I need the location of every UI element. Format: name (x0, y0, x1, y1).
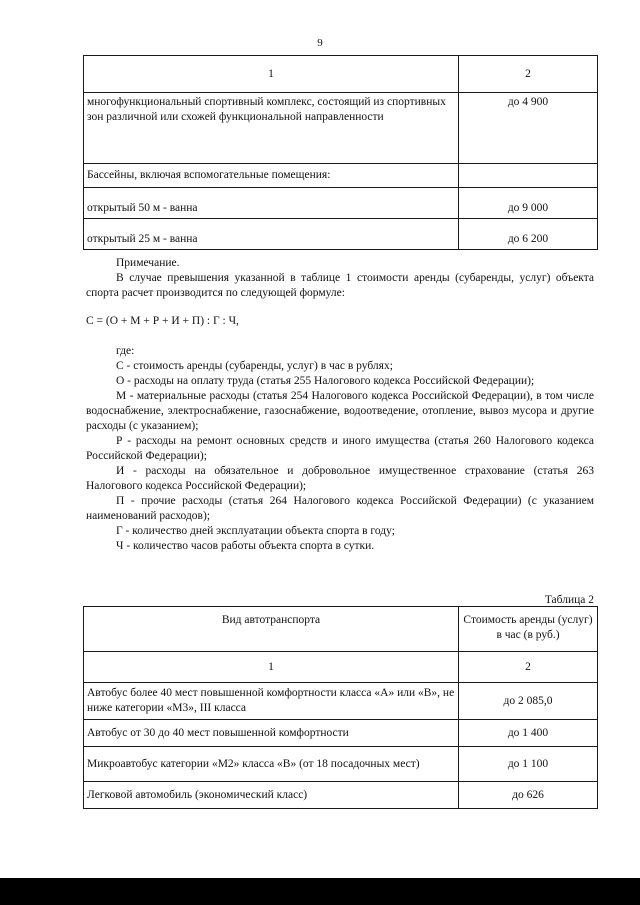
notes-intro: В случае превышения указанной в таблице 1 стоимости аренды (субаренды, услуг) объекта спорта расчет производится по следующей формуле: (86, 272, 594, 299)
vehicle-rental-table-2 (83, 606, 598, 809)
table-row (84, 93, 598, 164)
vehicle-name-cell: Микроавтобус категории «М2» класса «В» (от 18 посадочных мест) (84, 747, 459, 782)
formula-term: С - стоимость аренды (субаренды, услуг) в час в рублях; (116, 360, 393, 372)
formula-term: Р - расходы на ремонт основных средств и иного имущества (статья 260 Налогового кодекса Российской Федерации); (86, 435, 594, 462)
table-row (84, 747, 598, 782)
vehicle-name-cell: Автобус более 40 мест повышенной комфортности класса «А» или «В», не ниже категории «М3», III класса (84, 683, 459, 720)
header-cell: 2 (459, 56, 598, 93)
price-cell: до 2 085,0 (459, 683, 598, 720)
formula-term: И - расходы на обязательное и добровольное имущественное страхование (статья 263 Налогового кодекса Российской Федерации); (86, 465, 594, 492)
scan-bottom-edge (0, 878, 640, 905)
table-header-row (84, 56, 598, 93)
price-cell: до 1 400 (459, 720, 598, 747)
rental-cost-header: Стоимость аренды (услуг) в час (в руб.) (459, 607, 598, 652)
table-2-label: Таблица 2 (544, 594, 594, 606)
vehicle-name-cell: Легковой автомобиль (экономический класс) (84, 782, 459, 809)
table-number-row (84, 652, 598, 683)
price-cell: до 1 100 (459, 747, 598, 782)
formula-term: Ч - количество часов работы объекта спорта в сутки. (116, 540, 375, 552)
table-row (84, 683, 598, 720)
formula-term: М - материальные расходы (статья 254 Налогового кодекса Российской Федерации), в том числе водоснабжение, электроснабжение, газоснабжение, водоотведение, отопление, вывоз мусора и другие расходы (с указанием); (86, 390, 594, 432)
formula-term: П - прочие расходы (статья 264 Налогового кодекса Российской Федерации) (с указанием наименований расходов); (86, 495, 594, 522)
table-row (84, 164, 598, 188)
header-cell: 1 (84, 652, 459, 683)
facility-name-cell: Бассейны, включая вспомогательные помещения: (84, 164, 459, 188)
price-cell: до 6 200 (459, 219, 598, 250)
table-row (84, 782, 598, 809)
facility-name-cell: открытый 50 м - ванна (84, 188, 459, 219)
page-number: 9 (317, 37, 323, 49)
table-header-row (84, 607, 598, 652)
calculation-notes (86, 256, 594, 554)
notes-title: Примечание. (116, 257, 180, 269)
table-row (84, 219, 598, 250)
formula-term: О - расходы на оплату труда (статья 255 Налогового кодекса Российской Федерации); (116, 375, 535, 387)
header-cell: 1 (84, 56, 459, 93)
price-cell (459, 164, 598, 188)
table-row (84, 720, 598, 747)
rental-rates-table-1 (83, 55, 598, 250)
vehicle-type-header: Вид автотранспорта (84, 607, 459, 652)
vehicle-name-cell: Автобус от 30 до 40 мест повышенной комфортности (84, 720, 459, 747)
table-row (84, 188, 598, 219)
cost-formula: С = (О + М + Р + И + П) : Г : Ч, (86, 315, 239, 327)
price-cell: до 4 900 (459, 93, 598, 164)
facility-name-cell: многофункциональный спортивный комплекс, состоящий из спортивных зон различной или схожей функциональной направленности (84, 93, 459, 164)
price-cell: до 626 (459, 782, 598, 809)
price-cell: до 9 000 (459, 188, 598, 219)
header-cell: 2 (459, 652, 598, 683)
facility-name-cell: открытый 25 м - ванна (84, 219, 459, 250)
where-label: где: (116, 345, 135, 357)
formula-term: Г - количество дней эксплуатации объекта спорта в году; (116, 525, 395, 537)
